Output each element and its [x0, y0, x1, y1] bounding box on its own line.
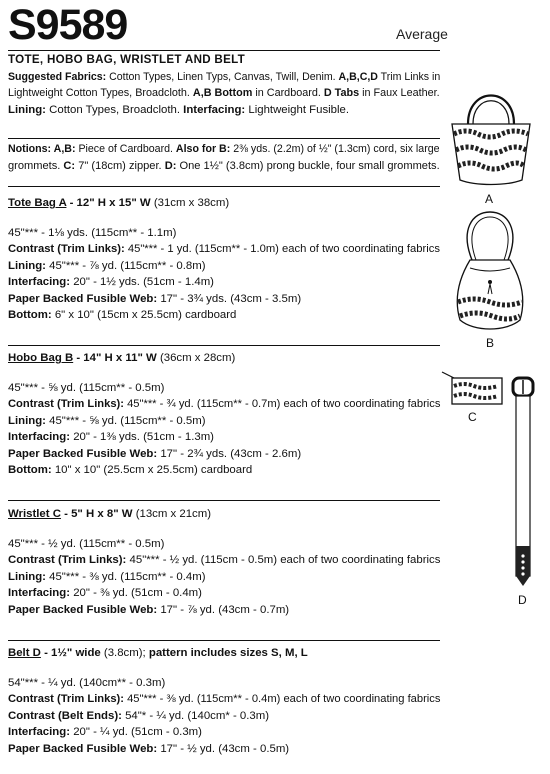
wristlet-illustration: [440, 370, 506, 406]
contrast-text: 45"*** - 1 yd. (115cm** - 1.0m) each of two coordinating fabrics: [124, 243, 440, 255]
divider: [8, 186, 440, 187]
belt-heading: [8, 645, 440, 662]
header-rule: [8, 50, 440, 51]
lining-label: Lining:: [8, 103, 46, 116]
contrast-text: 45"*** - ⅜ yd. (115cm** - 0.4m) each of two coordinating fabrics: [123, 693, 441, 705]
hobo-bag-illustration: [452, 210, 528, 334]
belt-web: [8, 741, 440, 758]
fabrics-views: A,B,C,D: [338, 70, 378, 83]
hobo-interfacing: [8, 429, 440, 446]
fabrics-views: A,B Bottom: [192, 87, 253, 99]
divider: [8, 345, 440, 346]
notions-text: Piece of Cardboard.: [75, 143, 176, 155]
belt-heading-title: Belt D: [8, 647, 41, 659]
tote-section: [8, 195, 440, 324]
lining-text: 45"*** - ⅞ yd. (115cm** - 0.8m): [45, 259, 206, 272]
wristlet-heading-title: Wristlet C: [8, 508, 61, 520]
pattern-number: S9589: [8, 1, 128, 49]
belt-section: [8, 645, 440, 757]
tote-web: [8, 291, 440, 308]
web-label: Paper Backed Fusible Web:: [8, 292, 158, 305]
notions-text: grommets.: [8, 159, 64, 172]
notions-label: Also for B:: [175, 143, 231, 155]
web-text: 17" - ⅞ yd. (43cm - 0.7m): [157, 603, 290, 616]
belt-heading-size: - 1½" wide: [40, 647, 101, 659]
divider: [8, 500, 440, 501]
wristlet-section: [8, 506, 440, 618]
header: [8, 0, 448, 52]
belt-heading-metric: (3.8cm);: [100, 647, 149, 659]
belt-heading-sizes: pattern includes sizes S, M, L: [148, 647, 308, 659]
interfacing-label: Interfacing:: [8, 276, 71, 288]
notions-label: Notions: A,B:: [8, 143, 76, 155]
belt-main: 54"*** - ¼ yd. (140cm** - 0.3m): [8, 676, 166, 689]
tote-heading-title: Tote Bag A: [8, 197, 67, 209]
belt-contrast: [8, 691, 441, 708]
interfacing-text: 20" - 1½ yds. (51cm - 1.4m): [70, 276, 214, 288]
bottom-text: 6" x 10" (15cm x 25.5cm) cardboard: [51, 309, 237, 321]
view-a-label: A: [485, 192, 494, 206]
contrast-label: Contrast (Trim Links):: [8, 554, 127, 566]
contrast-text: 45"*** - ¾ yd. (115cm** - 0.7m) each of two coordinating fabrics: [123, 398, 441, 410]
hobo-bottom: [8, 462, 440, 479]
tote-bag-illustration: [446, 84, 536, 190]
hobo-section: [8, 350, 440, 479]
lining-line: [8, 102, 440, 119]
fabrics-text: Trim Links in: [377, 70, 441, 83]
contrast-label: Contrast (Trim Links):: [8, 398, 124, 410]
hobo-lining: [8, 413, 440, 430]
ends-label: Contrast (Belt Ends):: [8, 709, 122, 722]
view-b-label: B: [486, 336, 495, 350]
view-d-label: D: [518, 593, 527, 607]
pattern-title: TOTE, HOBO BAG, WRISTLET AND BELT: [8, 53, 246, 66]
wristlet-heading-size: - 5" H x 8" W: [60, 508, 133, 520]
contrast-label: Contrast (Trim Links):: [8, 693, 124, 705]
tote-heading-size: - 12" H x 15" W: [66, 197, 151, 209]
tote-main: 45"*** - 1⅛ yds. (115cm** - 1.1m): [8, 226, 177, 239]
hobo-contrast: [8, 396, 441, 413]
wristlet-main: 45"*** - ½ yd. (115cm** - 0.5m): [8, 537, 165, 550]
lining-text: 45"*** - ⅝ yd. (115cm** - 0.5m): [45, 414, 206, 427]
lining-text: 45"*** - ⅜ yd. (115cm** - 0.4m): [45, 570, 206, 583]
lining-text: Cotton Types, Broadcloth.: [45, 103, 184, 116]
belt-illustration: [510, 376, 536, 588]
tote-contrast: [8, 241, 440, 258]
wristlet-heading: [8, 506, 440, 523]
interfacing-label: Interfacing:: [8, 587, 71, 599]
lining-label: Lining:: [8, 259, 46, 272]
difficulty-level: Average: [396, 26, 448, 42]
notions-line-2: [8, 158, 440, 175]
hobo-web: [8, 446, 440, 463]
hobo-heading-title: Hobo Bag B: [8, 352, 74, 364]
interfacing-text: Lightweight Fusible.: [245, 103, 350, 116]
notions-label: C:: [63, 159, 76, 172]
wristlet-lining: [8, 569, 440, 586]
wristlet-contrast: [8, 552, 440, 569]
wristlet-web: [8, 602, 440, 619]
fabrics-line-2: [8, 85, 440, 102]
fabrics-line-1: [8, 69, 441, 86]
interfacing-label: Interfacing:: [8, 431, 71, 443]
divider: [8, 640, 440, 641]
web-text: 17" - 2¾ yds. (43cm - 2.6m): [157, 447, 302, 460]
tote-heading: [8, 195, 440, 212]
notions-text: 2⅜ yds. (2.2m) of ½" (1.3cm) cord, six large: [230, 143, 440, 155]
contrast-label: Contrast (Trim Links):: [8, 243, 125, 255]
notions-label: D:: [164, 159, 177, 172]
notions-section: [8, 141, 440, 174]
interfacing-text: 20" - ¼ yd. (51cm - 0.3m): [70, 726, 202, 738]
notions-text: 7" (18cm) zipper.: [75, 159, 165, 172]
bottom-label: Bottom:: [8, 464, 52, 476]
view-c-label: C: [468, 410, 477, 424]
contrast-text: 45"*** - ½ yd. (115cm - 0.5m) each of two coordinating fabrics: [126, 554, 441, 566]
fabrics-text: in Faux Leather.: [359, 87, 440, 99]
hobo-heading-size: - 14" H x 11" W: [73, 352, 157, 364]
fabrics-label: Suggested Fabrics:: [8, 70, 107, 83]
ends-text: 54"* - ¼ yd. (140cm* - 0.3m): [121, 709, 270, 722]
web-label: Paper Backed Fusible Web:: [8, 447, 158, 460]
bottom-text: 10" x 10" (25.5cm x 25.5cm) cardboard: [51, 464, 253, 476]
web-label: Paper Backed Fusible Web:: [8, 742, 158, 755]
web-text: 17" - ½ yd. (43cm - 0.5m): [157, 742, 290, 755]
bottom-label: Bottom:: [8, 309, 52, 321]
hobo-heading: [8, 350, 440, 367]
wristlet-heading-metric: (13cm x 21cm): [132, 508, 212, 520]
tote-lining: [8, 258, 440, 275]
web-label: Paper Backed Fusible Web:: [8, 603, 158, 616]
intro-section: [8, 52, 440, 118]
web-text: 17" - 3¾ yds. (43cm - 3.5m): [157, 292, 302, 305]
lining-label: Lining:: [8, 570, 46, 583]
interfacing-label: Interfacing:: [183, 103, 246, 116]
fabrics-text: Lightweight Cotton Types, Broadcloth.: [8, 87, 193, 99]
lining-label: Lining:: [8, 414, 46, 427]
interfacing-text: 20" - 1⅜ yds. (51cm - 1.3m): [70, 431, 214, 443]
wristlet-interfacing: [8, 585, 440, 602]
interfacing-text: 20" - ⅜ yd. (51cm - 0.4m): [70, 587, 202, 599]
tote-bottom: [8, 307, 440, 324]
belt-interfacing: [8, 724, 440, 741]
tote-interfacing: [8, 274, 440, 291]
belt-ends: [8, 708, 440, 725]
fabrics-text: Cotton Types, Linen Typs, Canvas, Twill, Denim.: [106, 70, 339, 83]
notions-text: One 1½" (3.8cm) prong buckle, four small grommets.: [176, 159, 440, 172]
fabrics-views: D Tabs: [323, 87, 360, 99]
hobo-heading-metric: (36cm x 28cm): [156, 352, 236, 364]
interfacing-label: Interfacing:: [8, 726, 71, 738]
hobo-main: 45"*** - ⅝ yd. (115cm** - 0.5m): [8, 381, 165, 394]
fabrics-text: in Cardboard.: [252, 87, 324, 99]
notions-line-1: [8, 141, 440, 158]
tote-heading-metric: (31cm x 38cm): [150, 197, 230, 209]
divider: [8, 138, 440, 139]
